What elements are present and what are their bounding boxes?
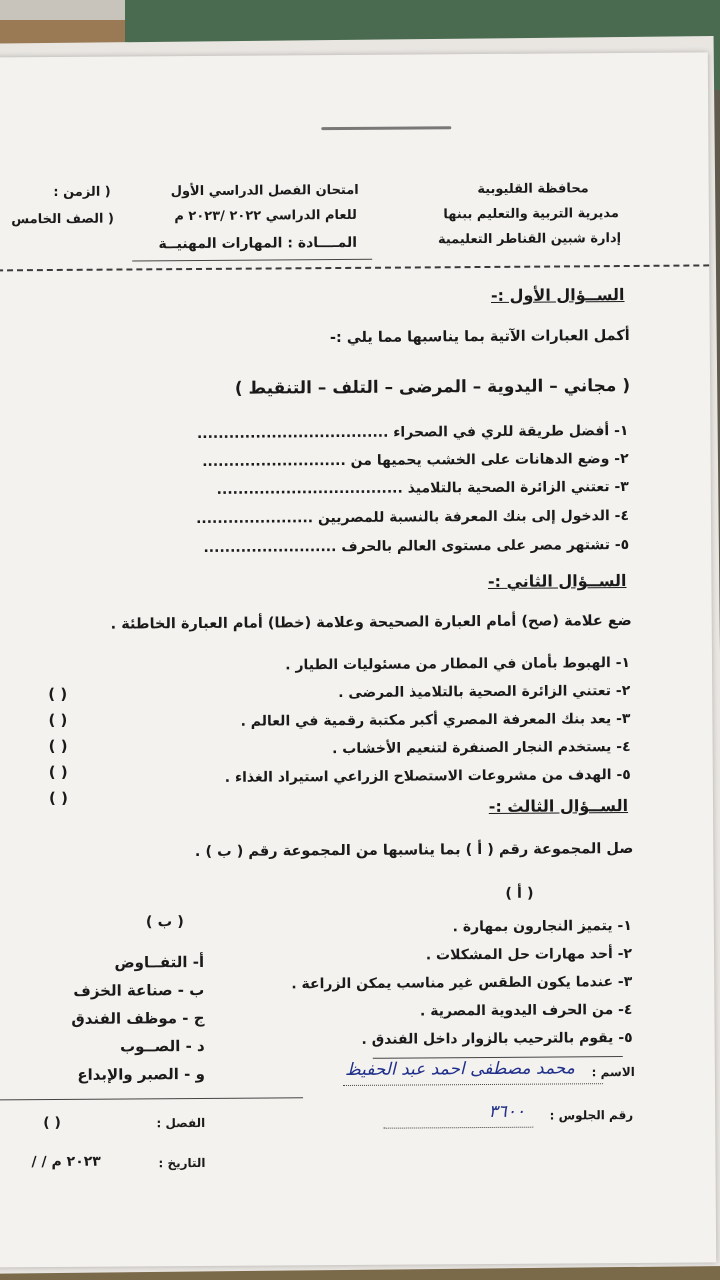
q1-item-3: ٣- تعتني الزائرة الصحية بالتلاميذ ...................................: [216, 478, 629, 498]
background-light: [0, 0, 125, 20]
q3-group-a-header: ( أ ): [505, 885, 534, 902]
header-grade: ( الصف الخامس: [11, 211, 114, 228]
seat-label: رقم الجلوس :: [549, 1107, 634, 1123]
q2-instruction: ضع علامة (صح) أمام العبارة الصحيحة وعلامة (خطا) أمام العبارة الخاطئة .: [110, 612, 632, 633]
name-dots: [343, 1083, 603, 1086]
q2-title: الســؤال الثاني :-: [487, 571, 627, 591]
q3-group-a-item-2: ٢- أحد مهارات حل المشكلات .: [425, 945, 633, 964]
q1-item-1: ١- أفضل طريقة للري في الصحراء ....................................: [196, 422, 629, 443]
q2-item-3: ٣- يعد بنك المعرفة المصري أكبر مكتبة رقمية في العالم .: [240, 710, 631, 730]
header-governorate: محافظة القليوبية: [477, 181, 589, 198]
q3-group-a-item-1: ١- يتميز النجارون بمهارة .: [452, 917, 632, 936]
q2-item-2: ٢- تعتني الزائرة الصحية بالتلاميذ المرضى .: [338, 682, 631, 702]
header-subject: المــــادة : المهارات المهنيــة: [158, 234, 358, 253]
q3-group-b-item-4: د - الصــوب: [119, 1036, 205, 1056]
q3-group-b-item-3: ج - موظف الفندق: [71, 1008, 205, 1028]
q3-group-b-item-1: أ- التفــاوض: [114, 952, 205, 972]
q3-group-a-item-4: ٤- من الحرف اليدوية المصرية .: [419, 1001, 633, 1020]
date-value: / / ٢٠٢٣ م: [31, 1153, 101, 1171]
q2-item-5: ٥- الهدف من مشروعات الاستصلاح الزراعي استيراد الغذاء .: [224, 766, 631, 786]
q1-word-bank: ( مجاني – اليدوية – المرضى – التلف – التنقيط ): [234, 375, 631, 399]
q2-item-1: ١- الهبوط بأمان في المطار من مسئوليات الطيار .: [285, 654, 631, 674]
top-scribble: [321, 126, 451, 130]
q1-instruction: أكمل العبارات الآتية بما يناسبها مما يلي :-: [329, 327, 630, 347]
footer-long-rule: [0, 1097, 303, 1100]
q3-group-a-item-3: ٣- عندما يكون الطقس غير مناسب يمكن الزراعة .: [291, 973, 633, 993]
q1-item-5: ٥- تشتهر مصر على مستوى العالم بالحرف .........................: [203, 536, 630, 556]
class-label: الفصل :: [156, 1115, 206, 1131]
q2-item-4: ٤- يستخدم النجار الصنفرة لتنعيم الأخشاب .: [332, 738, 631, 758]
header-time: ( الزمن :: [53, 184, 111, 200]
q1-item-4: ٤- الدخول إلى بنك المعرفة بالنسبة للمصريين ......................: [196, 507, 630, 528]
name-handwritten: محمد مصطفى احمد عبد الحفيظ: [344, 1058, 575, 1080]
header-exam-title: امتحان الفصل الدراسي الأول: [170, 182, 359, 200]
q2-answer-paren-5: ( ): [48, 788, 68, 808]
header-administration: إدارة شبين القناطر التعليمية: [437, 231, 622, 248]
q3-group-b-header: ( ب ): [145, 914, 184, 931]
header-year: للعام الدراسي ٢٠٢٢ /٢٠٢٣ م: [174, 207, 357, 225]
q2-answer-paren-3: ( ): [48, 736, 68, 756]
q2-answer-paren-2: ( ): [48, 710, 68, 730]
q2-answer-paren-4: ( ): [48, 762, 68, 782]
header-rule: [0, 264, 709, 271]
seat-number: ٣٦٠٠: [488, 1101, 526, 1122]
date-label: التاريخ :: [158, 1155, 206, 1171]
q3-group-b-item-5: و - الصبر والإبداع: [77, 1064, 205, 1084]
q1-item-2: ٢- وضع الدهانات على الخشب يحميها من ...........................: [202, 450, 629, 470]
seat-dots: [383, 1127, 533, 1129]
q3-group-b-item-2: ب - صناعة الخزف: [73, 980, 205, 1000]
name-label: الاسم :: [591, 1064, 635, 1080]
exam-paper: [0, 52, 716, 1267]
q3-title: الســؤال الثالث :-: [488, 796, 629, 816]
header-directorate: مديرية التربية والتعليم ببنها: [443, 206, 619, 223]
q3-group-a-item-5: ٥- يقوم بالترحيب بالزوار داخل الفندق .: [361, 1029, 633, 1048]
q2-answer-paren-1: ( ): [48, 684, 68, 704]
q3-instruction: صل المجموعة رقم ( أ ) بما يناسبها من المجموعة رقم ( ب ) .: [194, 840, 634, 861]
q1-title: الســؤال الأول :-: [490, 285, 625, 305]
class-paren: ( ): [43, 1114, 61, 1132]
subject-underline: [132, 259, 372, 262]
